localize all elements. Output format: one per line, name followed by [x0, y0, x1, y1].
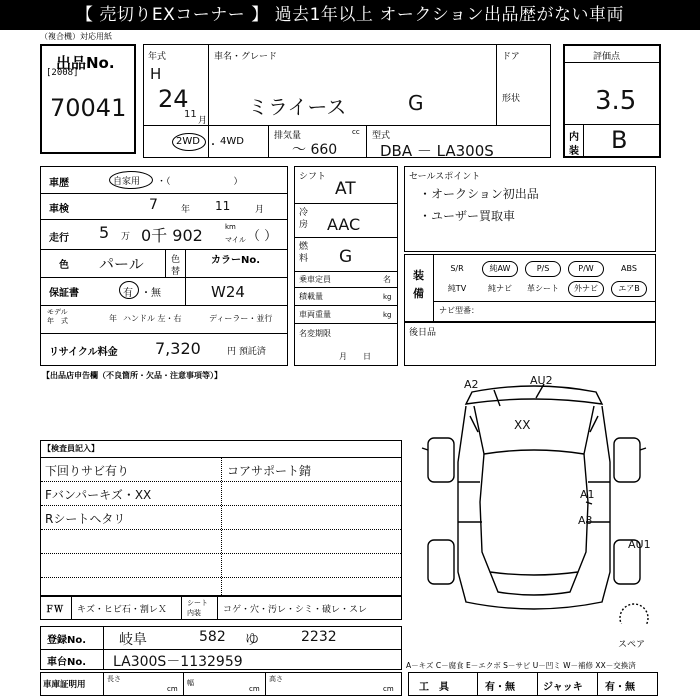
year-stamp: [2008] [46, 68, 79, 78]
cert-length-unit: cm [167, 685, 178, 693]
reg-area: 岐阜 [119, 632, 147, 648]
inspector-note-3: Rシートヘタリ [45, 512, 126, 526]
model-year-label-1: モデル [47, 308, 68, 316]
era: H [150, 65, 162, 83]
damage-codes: A－キズ C－腐食 E－エクボ S－サビ U－凹ミ W－補修 XX－交換済 [406, 661, 636, 670]
recycle-fee: 7,320 [155, 339, 201, 358]
equipment-item: エアB [611, 281, 647, 297]
registration-box [40, 626, 402, 670]
color-value: パール [99, 255, 144, 273]
mechanics-box [294, 166, 398, 366]
history-rest: ・（ ） [157, 177, 243, 187]
inspector-label: 【検査員記入】 [43, 444, 99, 453]
color-no-label: カラーNo. [211, 255, 261, 266]
capacity-unit: 名 [383, 275, 391, 284]
interior-label-1: 内 [569, 132, 579, 143]
equipment-item: ABS [621, 264, 637, 273]
name-change-label: 名変期限 [299, 329, 331, 338]
car-damage-diagram [414, 372, 664, 624]
later-label: 後日品 [409, 328, 437, 338]
equipment-item: 純ナビ [488, 284, 512, 293]
repaint-label-1: 色 [171, 255, 181, 265]
fuel-value: G [339, 247, 353, 267]
aircon-label-1: 冷 [299, 208, 309, 218]
cert-width-unit: cm [249, 685, 260, 693]
drive-sep: ・ [208, 140, 218, 151]
load-label: 積載量 [299, 292, 323, 301]
equipment-box [404, 254, 656, 322]
recycle-unit: 円 預託済 [227, 347, 266, 357]
handle-label: ハンドル 左・右 [123, 314, 182, 323]
garage-cert-box [40, 672, 402, 696]
equipment-label-1: 装 [413, 269, 424, 282]
load-unit: kg [383, 293, 392, 301]
equipment-item: 外ナビ [568, 281, 604, 297]
inspector-box [40, 440, 402, 596]
tools-label: 工 具 [419, 682, 449, 693]
lot-label: 出品No. [56, 54, 115, 72]
mark-a2: A2 [464, 378, 479, 391]
warranty-no: ・無 [141, 288, 161, 299]
sales-line-2: ・ユーザー買取車 [419, 209, 516, 223]
sales-box [404, 166, 656, 252]
color-label: 色 [59, 260, 69, 271]
mileage-paren: （ ） [247, 229, 278, 244]
seat-label-2: 内装 [187, 609, 201, 617]
interior-label-2: 装 [569, 146, 579, 157]
lot-box [40, 44, 136, 154]
seat-label-1: シート [187, 599, 208, 607]
mile-unit: マイル [225, 236, 246, 244]
mark-a1: A1 [580, 488, 595, 501]
repaint-label-2: 替 [171, 267, 181, 277]
score-box [563, 44, 661, 158]
vehicle-box [143, 44, 551, 158]
equipment-item: 純AW [482, 261, 518, 277]
spare-label: スペア [618, 640, 646, 650]
interior-value: B [611, 126, 628, 154]
cert-height: 高さ [269, 675, 283, 683]
lot-number: 70041 [50, 94, 127, 122]
paper-note: （複合機）対応用紙 [40, 32, 112, 41]
equipment-item: S/R [450, 264, 464, 273]
name-label: 車名・グレード [214, 52, 278, 62]
equipment-item: 純TV [447, 284, 467, 293]
score-value: 3.5 [595, 86, 637, 116]
month-unit: 月 [198, 116, 208, 126]
displacement-unit: cc [352, 128, 360, 136]
history-box [40, 166, 288, 366]
cert-length: 長さ [107, 675, 121, 683]
model-year-unit: 年 [109, 314, 117, 323]
month-value: 11 [184, 109, 197, 120]
tools-value: 有・無 [485, 682, 515, 693]
inspector-note-2: Fバンパーキズ・XX [45, 488, 152, 502]
dealer-label: ディーラー・並行 [209, 314, 273, 323]
warranty-label: 保証書 [49, 288, 79, 299]
car-name: ミライース [248, 95, 347, 119]
year-value: 24 [158, 85, 189, 113]
drive-2wd: 2WD [176, 136, 200, 147]
equipment-label-2: 備 [413, 287, 424, 300]
inspection-year-unit: 年 [181, 205, 191, 215]
navi-label: ナビ型番： [439, 306, 479, 315]
recycle-label: リサイクル料金 [49, 347, 118, 358]
door-label: ドア [502, 52, 520, 62]
equipment-item: P/W [568, 261, 604, 277]
color-no-value: W24 [211, 283, 245, 301]
equipment-item: P/S [525, 261, 561, 277]
fw-label: ＦＷ [45, 605, 64, 615]
name-change-unit: 月 日 [339, 352, 371, 361]
seat-items: コゲ・穴・汚レ・シミ・破レ・スレ [223, 605, 368, 615]
score-label: 評価点 [593, 52, 621, 62]
cert-width: 幅 [187, 679, 194, 687]
mark-a3: A3 [578, 514, 593, 527]
shift-value: AT [335, 179, 356, 199]
mileage-label: 走行 [49, 233, 69, 244]
displacement-label: 排気量 [274, 131, 302, 141]
aircon-value: AAC [327, 215, 361, 234]
history-label: 車歴 [49, 178, 69, 189]
seller-label: 【出品店申告欄（不良箇所・欠品・注意事項等）】 [42, 371, 222, 380]
model-year-label-2: 年 式 [47, 317, 68, 325]
km-unit: km [225, 223, 236, 231]
fuel-label-2: 料 [299, 254, 309, 264]
reg-label: 登録No. [47, 635, 87, 646]
later-box [404, 322, 656, 366]
year-label: 年式 [148, 52, 167, 62]
garage-cert-label: 車庫証明用 [43, 680, 86, 690]
mileage-rest: 0千 902 [141, 226, 203, 245]
chassis-value: LA300S－1132959 [113, 654, 243, 670]
private-use: 自家用 [113, 177, 141, 187]
equipment-item: 革シート [527, 284, 559, 293]
inspection-year: 7 [149, 197, 158, 213]
model-label: 型式 [372, 131, 391, 141]
displacement-value: ～ 660 [292, 142, 338, 158]
grade: G [408, 91, 424, 115]
capacity-label: 乗車定員 [299, 275, 331, 284]
reg-number: 2232 [301, 629, 337, 645]
fuel-label-1: 燃 [299, 242, 309, 252]
shift-label: シフト [299, 172, 327, 182]
aircon-label-2: 房 [299, 220, 309, 230]
tools-box [408, 672, 658, 696]
jack-label: ジャッキ [543, 682, 583, 693]
mark-au1: AU1 [628, 538, 651, 551]
weight-label: 車両重量 [299, 310, 331, 319]
cert-height-unit: cm [383, 685, 394, 693]
mark-xx: XX [514, 418, 531, 432]
reg-kana: ゆ [245, 632, 259, 648]
model-value: DBA － LA300S [380, 142, 494, 160]
reg-class: 582 [199, 629, 226, 645]
weight-unit: kg [383, 311, 392, 319]
inspection-month-unit: 月 [255, 205, 265, 215]
mileage-man-unit: 万 [121, 232, 131, 242]
warranty-yes: 有 [123, 288, 133, 299]
shape-label: 形状 [502, 94, 521, 104]
header-banner: 【 売切りEXコーナー 】 過去1年以上 オークション出品歴がない車両 [0, 0, 700, 30]
drive-4wd: 4WD [220, 136, 244, 147]
inspector-note-1: 下回りサビ有り [45, 464, 130, 478]
mark-au2: AU2 [530, 374, 553, 387]
chassis-label: 車台No. [47, 657, 87, 668]
sales-label: セールスポイント [409, 172, 481, 182]
inspection-label: 車検 [49, 204, 69, 215]
fw-items: キズ・ヒビ石・割レＸ [77, 605, 167, 615]
jack-value: 有・無 [605, 682, 635, 693]
inspector-note-4: コアサポート錆 [227, 464, 312, 478]
sales-line-1: ・オークション初出品 [419, 187, 539, 201]
mileage-man: 5 [99, 223, 110, 242]
inspection-month: 11 [215, 199, 231, 213]
legend-row [40, 596, 402, 620]
